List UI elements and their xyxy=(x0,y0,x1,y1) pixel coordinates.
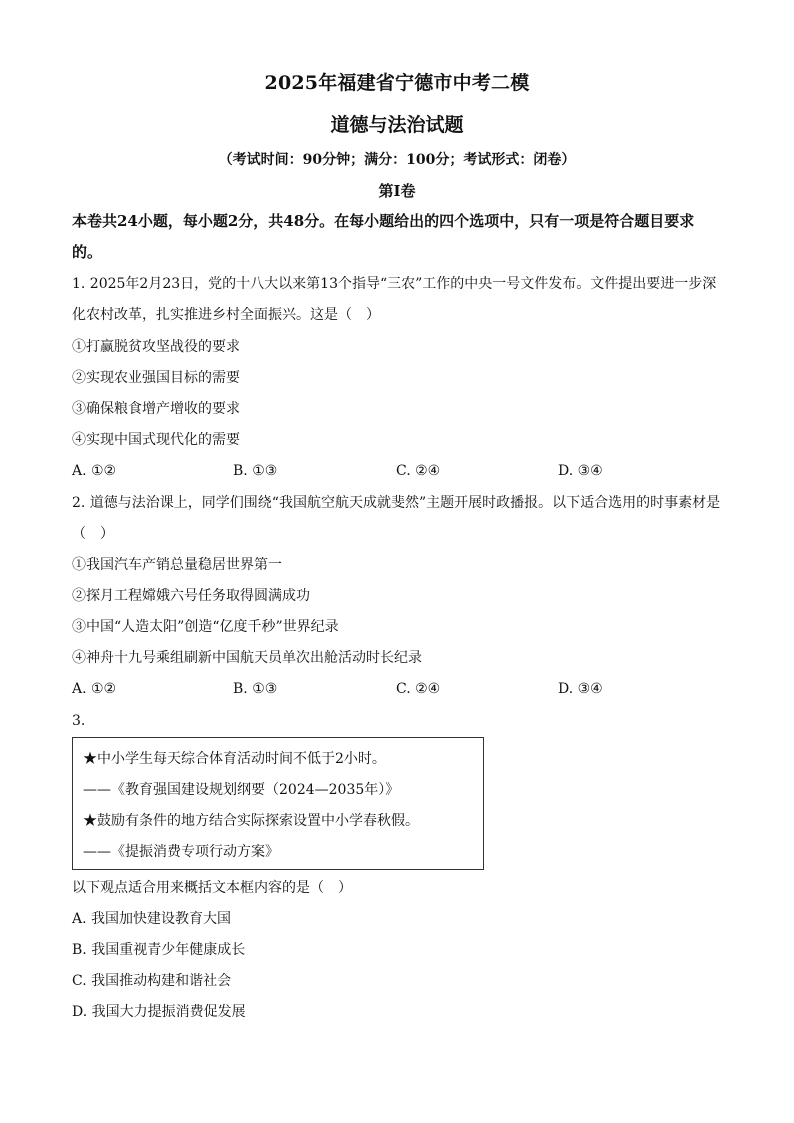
quote-line-2: ★鼓励有条件的地方结合实际探索设置中小学春秋假。 xyxy=(83,813,419,829)
question-2-choice-b: B. ①③ xyxy=(233,681,278,697)
quote-box xyxy=(72,737,484,870)
question-2-item-4: ④神舟十九号乘组刷新中国航天员单次出舱活动时长纪录 xyxy=(72,650,422,666)
question-1-choice-a: A. ①② xyxy=(72,463,117,479)
question-2-choice-a: A. ①② xyxy=(72,681,117,697)
question-3-number: 3. xyxy=(72,713,86,729)
question-2-item-2: ②探月工程嫦娥六号任务取得圆满成功 xyxy=(72,588,310,604)
section-title: 第Ⅰ卷 xyxy=(378,182,416,200)
question-3-option-a: A. 我国加快建设教育大国 xyxy=(72,911,232,927)
question-1-choice-c: C. ②④ xyxy=(396,463,441,479)
exam-meta: （考试时间：90分钟；满分：100分；考试形式：闭卷） xyxy=(218,152,576,168)
question-3-option-c: C. 我国推动构建和谐社会 xyxy=(72,973,232,989)
question-1-item-1: ①打赢脱贫攻坚战役的要求 xyxy=(72,339,240,355)
page-title: 2025年福建省宁德市中考二模 xyxy=(264,72,530,94)
section-instructions: 本卷共24小题，每小题2分，共48分。在每小题给出的四个选项中，只有一项是符合题目要求的。 xyxy=(72,212,695,261)
question-2-stem: 2. 道德与法治课上，同学们围绕“我国航空航天成就斐然”主题开展时政播报。以下适合选用的时事素材是（ ） xyxy=(72,495,721,542)
question-2-choice-c: C. ②④ xyxy=(396,681,441,697)
question-3-option-d: D. 我国大力提振消费促发展 xyxy=(72,1004,246,1020)
question-2-item-1: ①我国汽车产销总量稳居世界第一 xyxy=(72,557,282,573)
quote-line-1: ★中小学生每天综合体育活动时间不低于2小时。 xyxy=(83,751,386,767)
question-2-choice-d: D. ③④ xyxy=(558,681,603,697)
question-1-choice-b: B. ①③ xyxy=(233,463,278,479)
question-3-option-b: B. 我国重视青少年健康成长 xyxy=(72,942,246,958)
question-1-item-2: ②实现农业强国目标的需要 xyxy=(72,370,240,386)
quote-source-1: ——《教育强国建设规划纲要（2024—2035年）》 xyxy=(83,782,400,798)
question-1-choice-d: D. ③④ xyxy=(558,463,603,479)
question-2-item-3: ③中国“人造太阳”创造“亿度千秒”世界纪录 xyxy=(72,619,339,635)
page-subtitle: 道德与法治试题 xyxy=(330,114,464,136)
quote-source-2: ——《提振消费专项行动方案》 xyxy=(83,844,279,860)
question-1-item-4: ④实现中国式现代化的需要 xyxy=(72,432,240,448)
question-1-stem: 1. 2025年2月23日，党的十八大以来第13个指导“三农”工作的中央一号文件发布。文件提出要进一步深化农村改革，扎实推进乡村全面振兴。这是（ ） xyxy=(72,276,717,323)
question-1-item-3: ③确保粮食增产增收的要求 xyxy=(72,401,240,417)
question-3-stem: 以下观点适合用来概括文本框内容的是（ ） xyxy=(72,880,352,896)
